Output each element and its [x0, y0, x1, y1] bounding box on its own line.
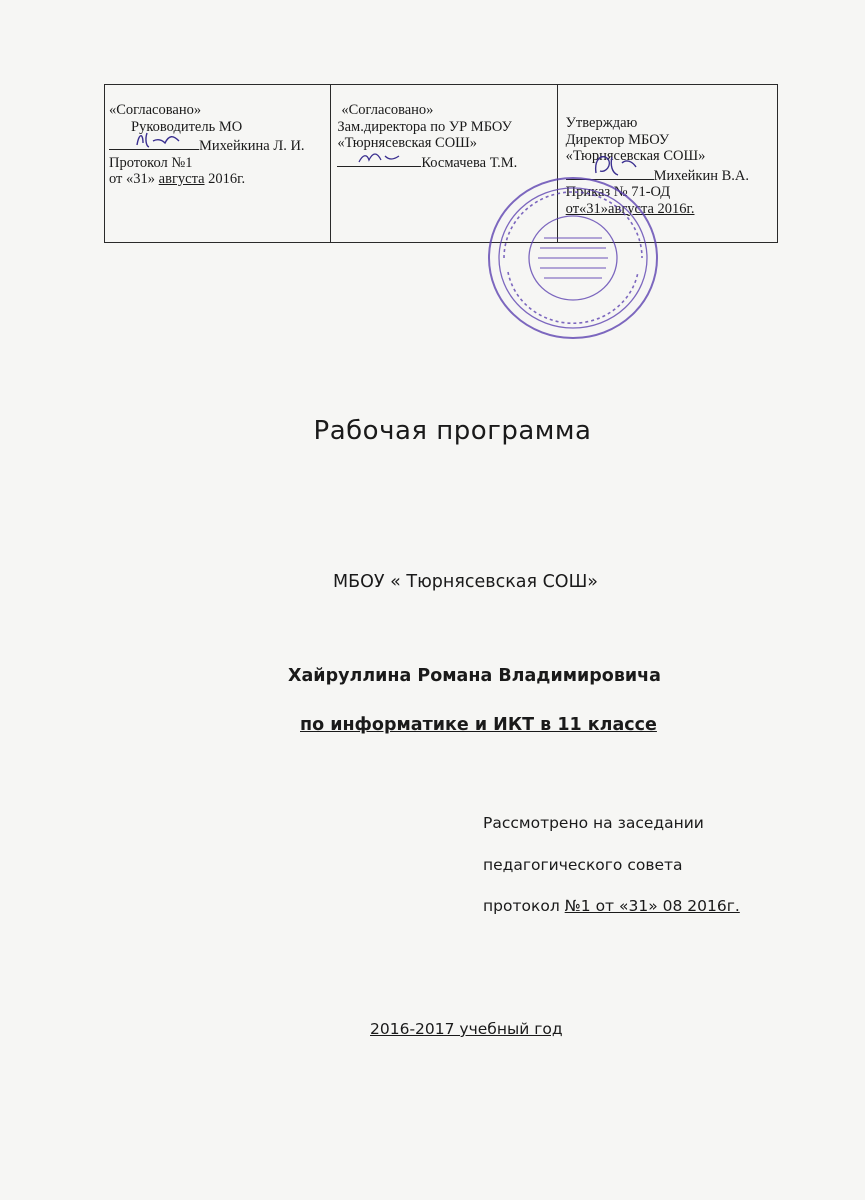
mo-protocol: Протокол №1	[109, 154, 193, 171]
approval-cell-mo	[105, 85, 330, 242]
council-line-1: Рассмотрено на заседании	[483, 814, 704, 832]
signature-mark	[337, 152, 421, 167]
deputy-agreed-label: «Согласовано»	[341, 102, 434, 118]
signature-mark	[109, 135, 199, 150]
mo-agreed-label: «Согласовано»	[109, 102, 202, 118]
deputy-school: «Тюрнясевская СОШ»	[337, 135, 478, 151]
document-title	[0, 416, 865, 446]
mo-date	[109, 171, 326, 188]
official-seal-stamp	[484, 172, 662, 344]
approval-table	[104, 84, 778, 243]
school-name: МБОУ « Тюрнясевская СОШ»	[333, 572, 598, 592]
director-school: «Тюрнясевская СОШ»	[565, 148, 706, 164]
document-title-text: Рабочая программа	[313, 416, 592, 446]
teacher-name: Хайруллина Романа Владимировича	[288, 666, 661, 686]
mo-date-suffix: 2016г.	[204, 171, 246, 187]
director-position: Директор МБОУ	[565, 131, 670, 148]
deputy-signer: Космачева Т.М.	[421, 154, 518, 171]
council-protocol	[483, 897, 740, 915]
academic-year: 2016-2017 учебный год	[370, 1020, 563, 1038]
mo-position: Руководитель МО	[131, 118, 243, 135]
mo-signature-line	[109, 135, 326, 155]
mo-date-prefix: от «31»	[109, 171, 159, 187]
subject-line: по информатике и ИКТ в 11 классе	[300, 715, 657, 735]
mo-date-month: августа	[158, 171, 205, 187]
council-protocol-number: №1 от «31» 08 2016г.	[564, 897, 740, 915]
director-order: Приказ № 71-ОД	[565, 184, 671, 200]
deputy-signature-line	[337, 152, 552, 172]
mo-signer: Михейкина Л. И.	[199, 138, 305, 154]
deputy-position: Зам.директора по УР МБОУ	[337, 118, 512, 135]
council-line-2: педагогического совета	[483, 856, 683, 874]
director-signer: Михейкин В.А.	[653, 167, 749, 184]
director-date: от«31»августа 2016г.	[565, 200, 695, 217]
council-protocol-label: протокол	[483, 897, 565, 915]
director-approve-label: Утверждаю	[565, 115, 638, 131]
